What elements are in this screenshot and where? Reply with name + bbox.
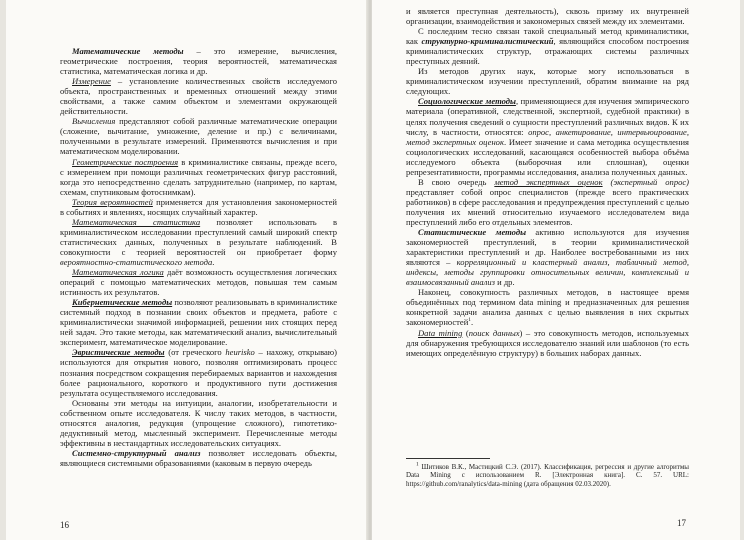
footnote-text: Шитиков В.К., Мастицкий С.Э. (2017). Классификация, регрессия и другие алгоритмы Data Mining с использованием R. [Электронная книга]. С. 57. URL: https://github.com/ranalytics/data-mining (дата обращения 02.03.2020). [406, 463, 689, 488]
footnote-ref[interactable]: 1 [468, 317, 472, 324]
term: heurisko [225, 347, 255, 358]
paragraph-text: Основаны эти методы на интуиции, аналогии, изобретательности и собственном опыте исследователя. К числу таких методов, в частности, относятся аналогия, редукция (упрощение сложного), гипотетико-дедуктивный метод, мысленный эксперимент. Перечисленные методы эффективны в нестандартных исследовательских ситуациях. [60, 397, 337, 448]
paragraph-text: применяется для установления закономерностей в событиях и явлениях, носящих случайный характер. [60, 196, 337, 217]
term: структурно-криминалистический [421, 36, 554, 47]
paragraph-text: позволяет исследовать объекты, являющиеся системными образованиями (каковым в первую очередь [60, 447, 337, 468]
paragraph [60, 116, 337, 156]
paragraph-text: . Имеет значение и сама методика осуществления социологических исследований, касающаяся особенностей выбора объёма исследуемого объекта (выборочная или сплошная), оценки репрезентативности, программы исследования, анализа полученных данных. [406, 136, 689, 177]
term: (экспертный опрос) [610, 176, 690, 187]
term: Геометрические построения [72, 156, 179, 167]
left-page-text [60, 46, 337, 468]
term: метод экспертных оценок [494, 176, 603, 187]
paragraph [60, 448, 337, 468]
term: Статистические методы [418, 227, 526, 238]
term: поиск данных [468, 327, 520, 338]
term: Data mining [418, 327, 463, 338]
paragraph-text: представляют собой различные математические операции (сложение, вычитание, умножение, деление и пр.) с величинами, полученными в результате измерений. Применяются вычисления и при математическом моделировании. [60, 116, 337, 157]
paragraph-text: Из методов других наук, которые могу использоваться в криминалистическом изучении преступлений, обратим внимание на ряд следующих. [406, 66, 689, 97]
paragraph-text: – установление количественных свойств исследуемого объекта, пространственных и временных отношений между этими свойствами, а также самим объектом и элементами окружающей действительности. [60, 76, 337, 117]
paragraph-text: позволяет использовать в криминалистическом исследовании преступлений самый широкий спектр статистических данных, полученных в результате наблюдений. В совокупности с теорией вероятностей он приобретает форму [60, 216, 337, 257]
paragraph [406, 26, 689, 66]
paragraph [406, 328, 689, 358]
term: Математическая статистика [72, 216, 201, 227]
paragraph [406, 96, 689, 176]
term: Теория вероятностей [72, 196, 153, 207]
paragraph-text: , применяющиеся для изучения эмпирического материала (оперативной, следственной, экспертной, судебной практики) в целях получения сведений о сущности преступлений различных видов. К их числу, в частности, относятся: [406, 96, 689, 137]
paragraph [406, 66, 689, 96]
paragraph [406, 6, 689, 26]
paragraph-text: Наконец, совокупность различных методов, в настоящее время объединённых под термином data mining и предназначенных для решения конкретной задачи анализа данных с целью выявления в них скрытых закономерностей [406, 287, 689, 328]
paragraph-text: и др. [494, 277, 515, 288]
paragraph [60, 197, 337, 217]
term: вероятностно-статистического метода [60, 256, 213, 267]
right-page [372, 0, 740, 540]
paragraph-text: С последним тесно связан такой специальный метод криминалистики, как [406, 26, 689, 47]
paragraph-text: В свою очередь [418, 176, 495, 187]
paragraph-text: ( [462, 327, 469, 338]
term: Математическая логика [72, 267, 164, 278]
paragraph-text: даёт возможность осуществления логических операций с помощью математических методов, повышая тем самым истинность их результатов. [60, 267, 337, 298]
paragraph [406, 227, 689, 287]
paragraph-text: активно используются для изучения закономерностей преступлений, в теории криминалистической характеристики преступлений и др. Наиболее востребованными из них являются – [406, 227, 690, 268]
term: Вычисления [72, 116, 116, 127]
term: Эвристические методы [72, 347, 165, 358]
right-page-text [406, 6, 689, 358]
paragraph [60, 267, 337, 297]
footnote-marker: 1 [416, 461, 419, 468]
paragraph-text: . [212, 256, 215, 267]
paragraph [60, 76, 337, 116]
term: Математические методы [72, 46, 184, 56]
paragraph-text: ) – это совокупность методов, используемых для обнаружения требующихся исследователю знаний или шаблонов (то есть имеющих определённую структуру) в больших наборах данных. [406, 327, 689, 358]
page-number: 17 [677, 518, 686, 528]
paragraph-text: – нахожу, открываю) используются для открытия нового, позволяя оптимизировать процесс познания посредством сокращения перебираемых вариантов и нахождения более рационального, короткого и продуктивного пути достижения результата осуществляемого исследования. [60, 347, 338, 398]
paragraph-text: в криминалистике связаны, прежде всего, с измерением при помощи различных геометрических фигур расстояний, когда это непосредственно сделать затруднительно (например, по картам, схемам, спутниковым фотоснимкам). [60, 156, 337, 197]
paragraph [60, 157, 337, 197]
left-page [6, 0, 368, 540]
paragraph-text: , являющийся способом построения криминалистических структур, отражающих системы различных преступных деяний. [406, 36, 689, 67]
paragraph-text: . [471, 317, 474, 328]
paragraph-text: (от греческого [164, 347, 226, 358]
paragraph [406, 177, 689, 227]
paragraph-text: и является преступная деятельность), сквозь призму их внутренней организации, взаимодействия и закономерных связей между их элементами. [406, 6, 689, 27]
paragraph-text: представляет собой опрос специалистов (прежде всего практических работников) в сфере расследования и предупреждения преступлений с целью получения их мнений относительно изучаемого исследователем вида преступлений либо его отдельных элементов. [406, 186, 689, 227]
footnote [406, 463, 689, 488]
term: Измерение [72, 76, 111, 87]
paragraph [406, 287, 689, 327]
page-number: 16 [60, 520, 69, 530]
paragraph-text: позволяют реализовывать в криминалистике системный подход в познании своих объектов и предмета, работе с криминалистически значимой информацией, решении них стоящих перед ней задач. Это такие методы, как математический анализ, вычислительный эксперимент, математическое моделирование. [60, 297, 338, 348]
term: Системно-структурный анализ [72, 447, 201, 458]
footnote-divider [406, 458, 490, 459]
paragraph [60, 347, 337, 397]
term: Социологические методы [418, 96, 516, 107]
paragraph [60, 398, 337, 448]
term: корреляционный и кластерный анализ, табличный метод, индексы, методы группировки относительных величин, комплексный и взаимосвязанный анализ [406, 257, 689, 288]
paragraph-text [603, 177, 611, 187]
paragraph [60, 297, 337, 347]
paragraph-text: – это измерение, вычисления, геометрические построения, теория вероятностей, математическая статистика, математическая логика и др. [60, 46, 338, 77]
term: Кибернетические методы [72, 297, 173, 308]
paragraph [60, 217, 337, 267]
paragraph [60, 46, 337, 76]
term: опрос, анкетирование, интервьюирование, метод экспертных оценок [406, 126, 689, 147]
